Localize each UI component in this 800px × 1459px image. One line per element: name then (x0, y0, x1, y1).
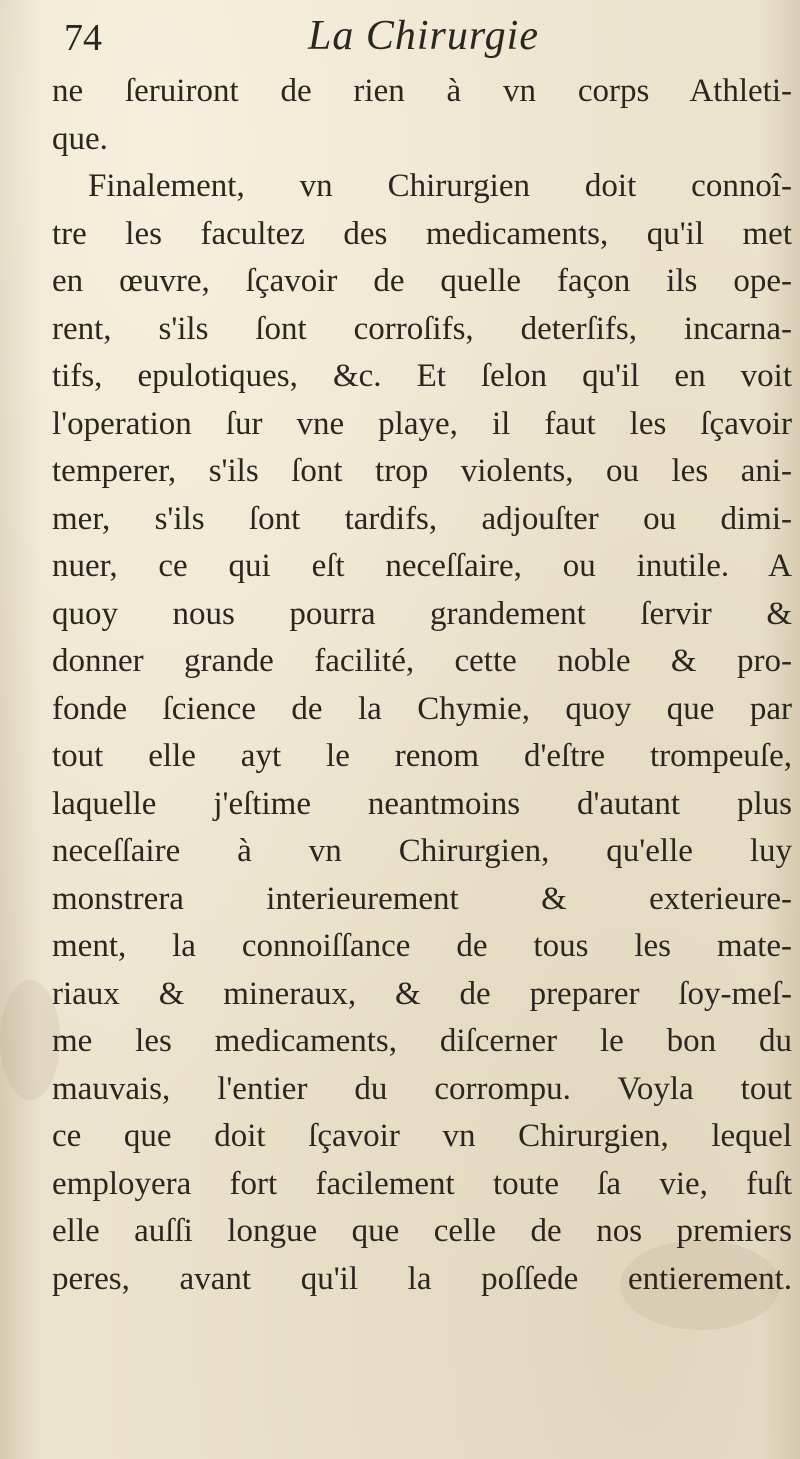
text-line: l'operation ſur vne playe, il faut les ſçavoir (52, 405, 792, 442)
text-line: tout elle ayt le renom d'eſtre trompeuſe, (52, 738, 792, 774)
text-line: fonde ſcience de la Chymie, quoy que par (52, 690, 792, 727)
paper-stain (0, 980, 60, 1100)
text-line: tifs, epulotiques, &c. Et ſelon qu'il en voit (52, 358, 792, 394)
text-line: riaux & mineraux, & de preparer ſoy-meſ- (52, 975, 792, 1012)
text-line: employera fort facilement toute ſa vie, fuſt (52, 1165, 792, 1202)
text-line: temperer, s'ils ſont trop violents, ou les ani- (52, 453, 792, 489)
text-line: ment, la connoiſſance de tous les mate- (52, 928, 792, 964)
running-title: La Chirurgie (308, 13, 539, 59)
text-line: ne ſeruiront de rien à vn corps Athleti- (52, 73, 792, 109)
text-line: tre les facultez des medicaments, qu'il met (52, 215, 792, 252)
text-line: neceſſaire à vn Chirurgien, qu'elle luy (52, 833, 792, 869)
body-text (52, 68, 792, 1303)
text-line: en œuvre, ſçavoir de quelle façon ils ope- (52, 263, 792, 299)
text-line: nuer, ce qui eſt neceſſaire, ou inutile. A (52, 548, 792, 584)
paragraph-first-line: Finalement, vn Chirurgien doit connoî- (88, 168, 792, 204)
text-line: me les medicaments, diſcerner le bon du (52, 1023, 792, 1059)
text-line: monstrera interieurement & exterieure- (52, 880, 792, 917)
text-line: donner grande facilité, cette noble & pro- (52, 643, 792, 679)
text-line: que. (52, 120, 108, 157)
text-line: rent, s'ils ſont corroſifs, deterſifs, incarna- (52, 310, 792, 347)
text-line: mer, s'ils ſont tardifs, adjouſter ou dimi- (52, 500, 792, 537)
text-line: ce que doit ſçavoir vn Chirurgien, lequel (52, 1118, 792, 1154)
page-header (58, 8, 758, 66)
text-line: laquelle j'eſtime neantmoins d'autant plus (52, 785, 792, 822)
text-line: quoy nous pourra grandement ſervir & (52, 595, 792, 632)
text-line: peres, avant qu'il la poſſede entierement. (52, 1260, 792, 1297)
page-number: 74 (64, 17, 102, 59)
text-line: mauvais, l'entier du corrompu. Voyla tout (52, 1070, 792, 1107)
text-line: elle auſſi longue que celle de nos premiers (52, 1213, 792, 1249)
